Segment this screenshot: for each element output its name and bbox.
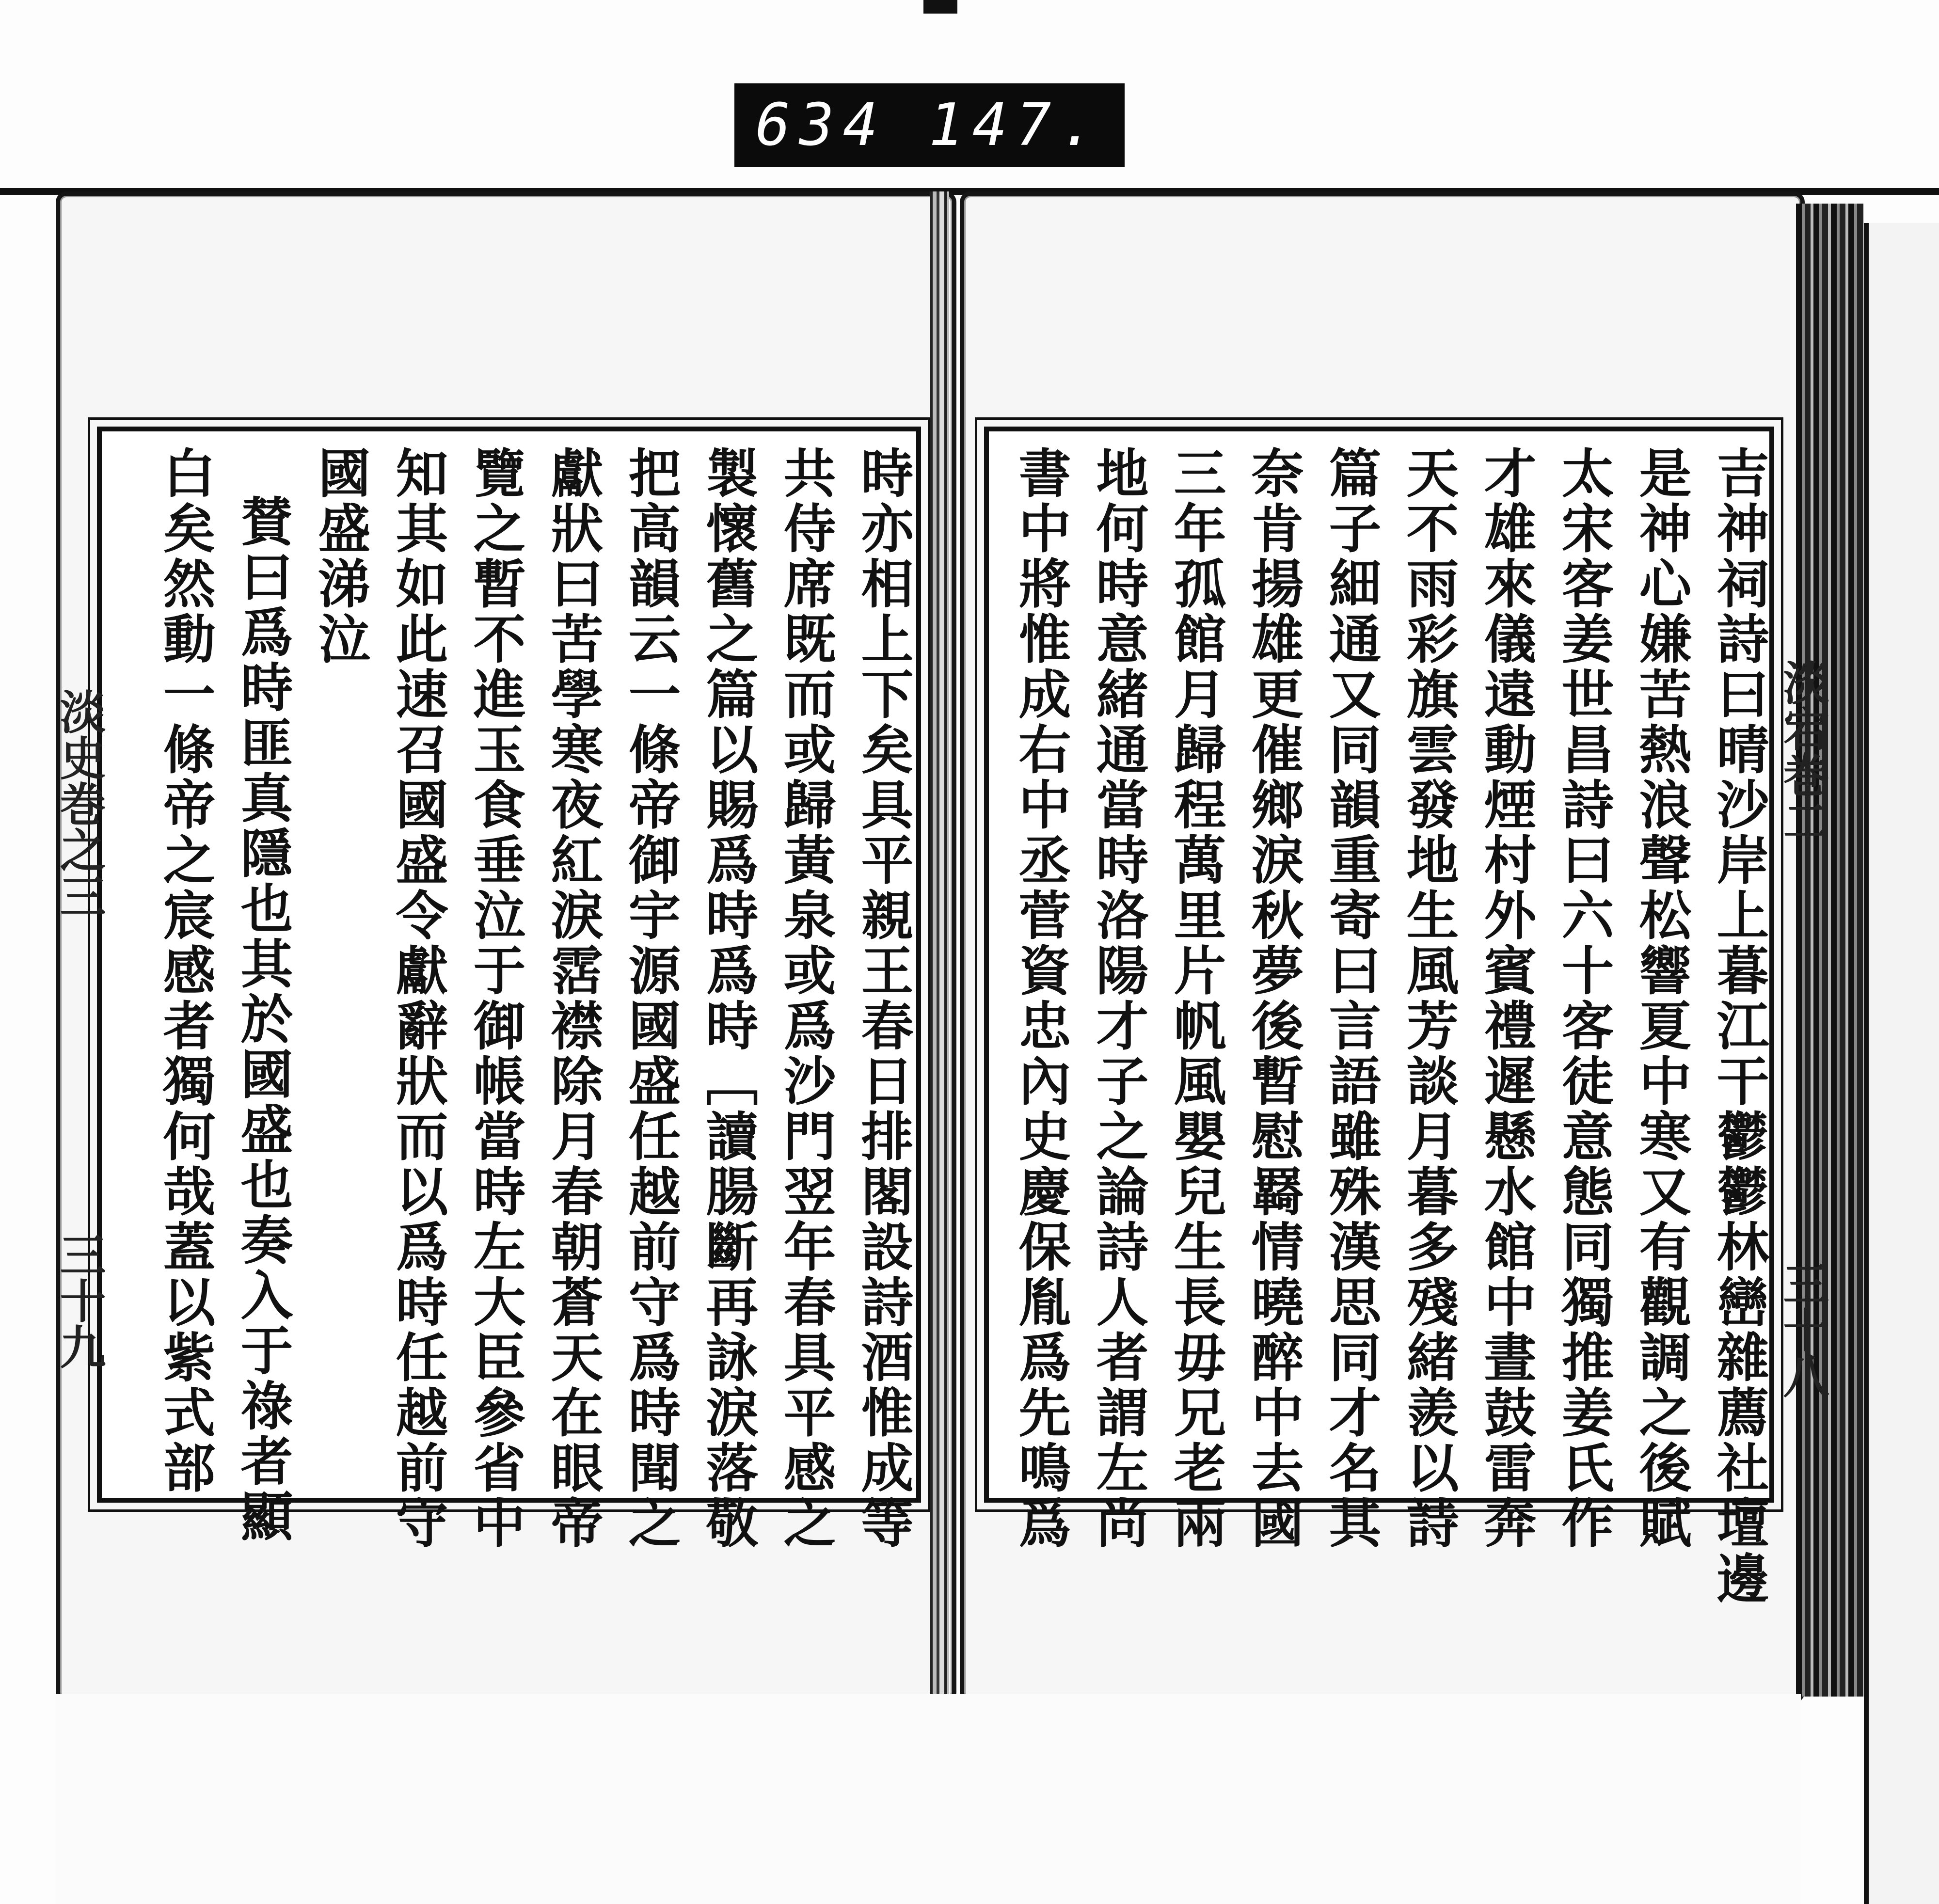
text-column: 天不雨彩旗雲發地生風芳談月暮多殘緒羨以詩 <box>1398 446 1459 1551</box>
text-column: 是神心嫌苦熱浪聲松響夏中寒又有觀調之後賦 <box>1630 446 1691 1551</box>
text-column: 知其如此速召國盛令獻辭狀而以爲時任越前守 <box>387 446 448 1551</box>
text-column: 書中將惟成右中丞菅資忠內史慶保胤爲先鳴爲 <box>1010 446 1071 1551</box>
text-column: 把高韻云一條帝御宇源國盛任越前守爲時聞之 <box>620 446 681 1551</box>
text-column: 奈肯揚雄更催鄉淚秋夢後暫慰羇情曉醉中去國 <box>1242 446 1303 1551</box>
outer-edge <box>1864 223 1939 1904</box>
scan-left-number: 634 <box>755 91 887 159</box>
bottom-margin <box>56 1694 1801 1904</box>
text-column: 國盛涕泣 <box>309 446 370 667</box>
text-column: 吉神祠詩曰晴沙岸上暮江干鬱鬱林巒雜薦社壇邊 <box>1708 446 1769 1606</box>
right-margin-title: 淡宕巻二 <box>1776 659 1829 843</box>
text-column: 篇子細通又同韻重寄曰言語雖殊漢思同才名其 <box>1320 446 1381 1551</box>
text-column: 共侍席既而或歸黃泉或爲沙門翌年春具平感之 <box>775 446 836 1551</box>
text-column: 三年孤館月歸程萬里片帆風嬰兒生長毋兄老兩 <box>1165 446 1226 1551</box>
text-column: 獻狀曰苦學寒夜紅淚霑襟除月春朝蒼天在眼帝 <box>542 446 603 1551</box>
page-edges <box>1796 204 1864 1697</box>
text-column: 才雄來儀遠動煙村外賓禮遲懸水館中晝鼓雷奔 <box>1475 446 1536 1551</box>
right-margin-page-number: 三十八 <box>1776 1260 1829 1398</box>
top-tab-mark <box>923 0 957 14</box>
text-column: 製懷舊之篇以賜爲時爲時［讀腸斷再詠淚落敬 <box>697 446 758 1551</box>
book-spine <box>930 191 949 1904</box>
text-column: 時亦相上下矣具平親王春日排閣設詩酒惟成等 <box>852 446 913 1551</box>
left-text-frame <box>97 427 921 1551</box>
text-column: 白矣然動一條帝之宸感者獨何哉蓋以紫式部 <box>154 446 215 1496</box>
text-column: 地何時意緒通當時洛陽才子之論詩人者謂左尚 <box>1087 446 1148 1551</box>
text-column: 覽之暫不進玉食垂泣于御帳當時左大臣參省中 <box>464 446 525 1551</box>
scan-number-label <box>734 83 1125 167</box>
text-column: 賛曰爲時匪真隱也其於國盛也奏入于祿者顯 <box>232 494 293 1544</box>
text-column: 太宋客姜世昌詩曰六十客徒意態同獨推姜氏作 <box>1553 446 1614 1551</box>
left-margin-title: 淡史巻之三 <box>52 688 106 919</box>
left-margin-page-number: 三十九 <box>52 1231 106 1369</box>
right-text-frame <box>984 427 1774 1606</box>
scan-right-number: 147. <box>928 91 1104 159</box>
